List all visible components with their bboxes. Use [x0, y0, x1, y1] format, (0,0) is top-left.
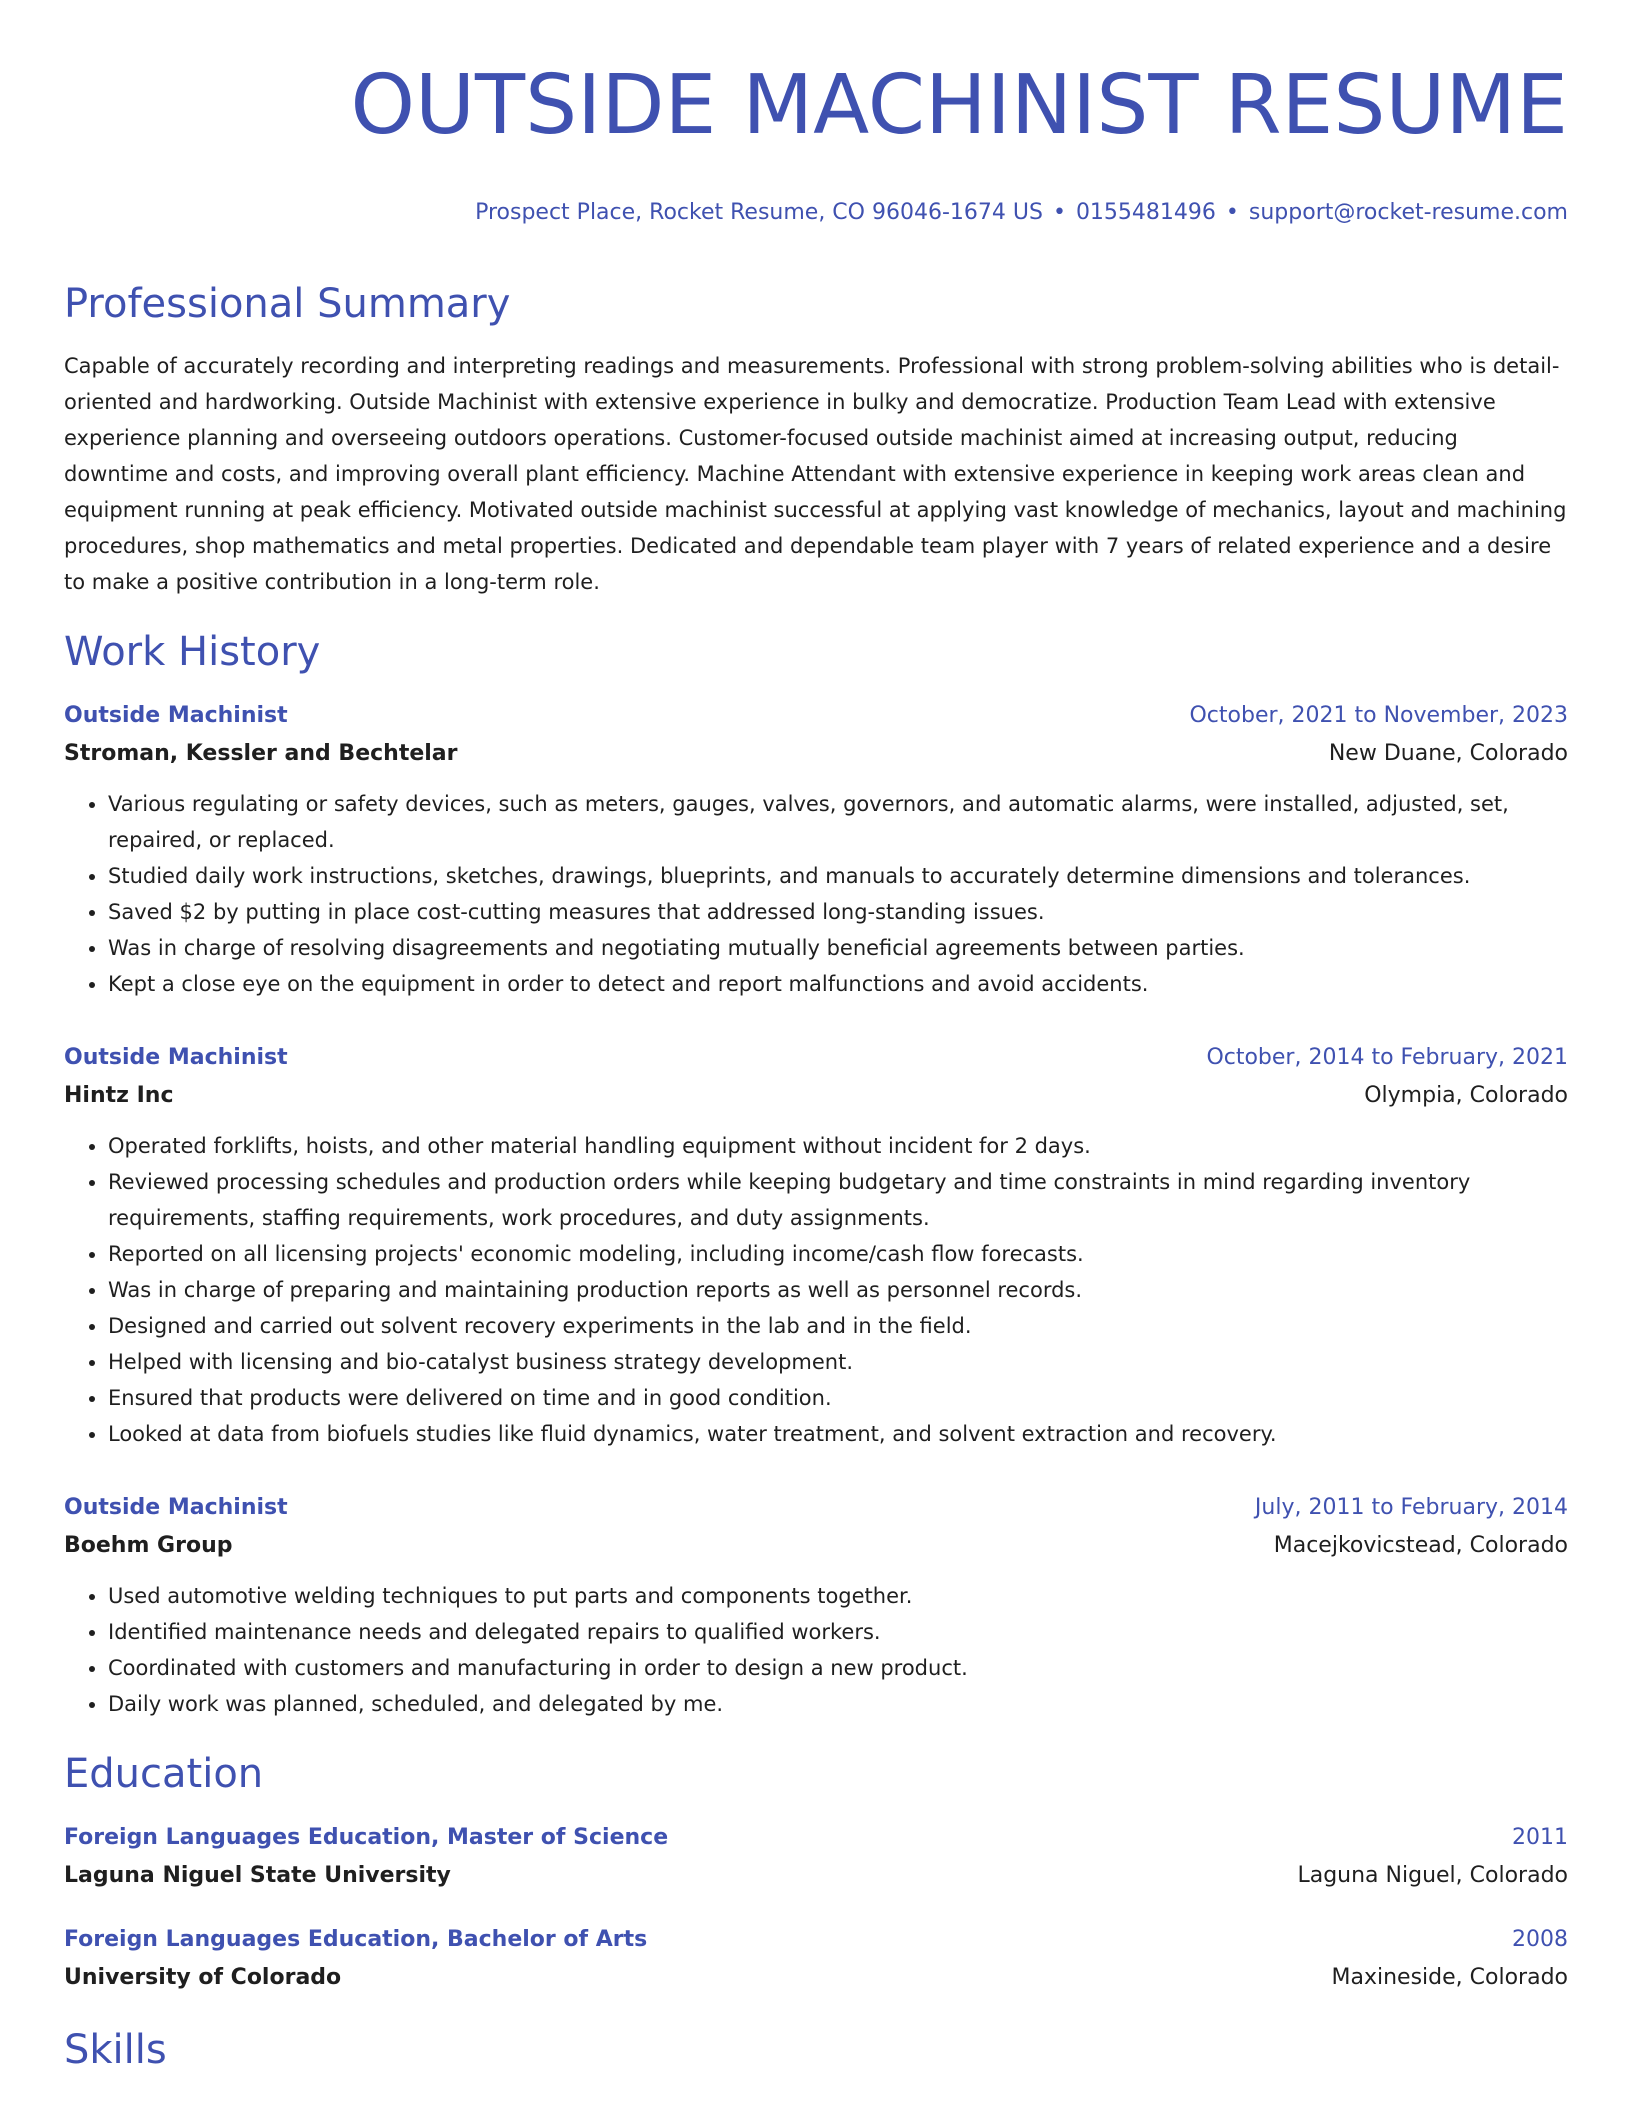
job-header-row — [64, 1042, 1568, 1074]
education-year: 2008 — [1512, 1927, 1568, 1952]
job-bullet: • Was in charge of resolving disagreements and negotiating mutually beneficial agreements between parties. — [108, 930, 1568, 966]
education-year: 2011 — [1512, 1825, 1568, 1850]
resume-title: OUTSIDE MACHINIST RESUME — [350, 58, 1568, 153]
job-bullet: • Used automotive welding techniques to put parts and components together. — [108, 1578, 1568, 1614]
job-dates: July, 2011 to February, 2014 — [1254, 1495, 1568, 1520]
job-entry — [64, 1042, 1568, 1452]
job-employer-row — [64, 1524, 1568, 1562]
job-bullet: • Operated forklifts, hoists, and other material handling equipment without incident for 2 days. — [108, 1128, 1568, 1164]
education-heading: Education — [64, 1751, 264, 1797]
education-location: Laguna Niguel, Colorado — [1297, 1863, 1568, 1888]
job-employer-row — [64, 732, 1568, 770]
job-dates: October, 2021 to November, 2023 — [1189, 703, 1568, 728]
job-role: Outside Machinist — [64, 1045, 288, 1070]
education-degree: Foreign Languages Education, Bachelor of Arts — [64, 1927, 648, 1952]
job-location: Olympia, Colorado — [1364, 1083, 1568, 1108]
job-bullet: • Was in charge of preparing and maintaining production reports as well as personnel records. — [108, 1272, 1568, 1308]
job-role: Outside Machinist — [64, 703, 288, 728]
job-employer: Boehm Group — [64, 1533, 233, 1558]
job-bullet: • Designed and carried out solvent recovery experiments in the lab and in the field. — [108, 1308, 1568, 1344]
work-history-heading: Work History — [64, 629, 321, 675]
education-school: University of Colorado — [64, 1965, 342, 1990]
job-bullet: • Reported on all licensing projects' economic modeling, including income/cash flow forecasts. — [108, 1236, 1568, 1272]
education-location: Maxineside, Colorado — [1331, 1965, 1568, 1990]
job-bullet: • Daily work was planned, scheduled, and delegated by me. — [108, 1686, 1568, 1722]
summary-heading: Professional Summary — [64, 281, 511, 327]
contact-phone: 0155481496 — [1075, 200, 1216, 225]
education-entry — [64, 1822, 1568, 1892]
job-dates: October, 2014 to February, 2021 — [1206, 1045, 1568, 1070]
job-bullet: • Studied daily work instructions, sketches, drawings, blueprints, and manuals to accurately determine dimensions and tolerances. — [108, 858, 1568, 894]
job-entry — [64, 700, 1568, 1002]
job-employer: Hintz Inc — [64, 1083, 174, 1108]
job-entry — [64, 1492, 1568, 1722]
job-header-row — [64, 1492, 1568, 1524]
job-bullet: • Coordinated with customers and manufacturing in order to design a new product. — [108, 1650, 1568, 1686]
job-location: New Duane, Colorado — [1328, 741, 1568, 766]
contact-email[interactable]: support@rocket-resume.com — [1248, 200, 1568, 225]
education-school-row — [64, 1854, 1568, 1892]
job-bullet: • Looked at data from biofuels studies like fluid dynamics, water treatment, and solvent extraction and recovery. — [108, 1416, 1568, 1452]
job-bullets — [64, 1578, 1568, 1722]
job-location: Macejkovicstead, Colorado — [1273, 1533, 1568, 1558]
education-school: Laguna Niguel State University — [64, 1863, 451, 1888]
education-header-row — [64, 1924, 1568, 1956]
job-employer: Stroman, Kessler and Bechtelar — [64, 741, 458, 766]
job-bullet: • Identified maintenance needs and delegated repairs to qualified workers. — [108, 1614, 1568, 1650]
job-bullets — [64, 1128, 1568, 1452]
job-bullet: • Various regulating or safety devices, such as meters, gauges, valves, governors, and automatic alarms, were installed, adjusted, set, repaired, or replaced. — [108, 786, 1568, 858]
education-school-row — [64, 1956, 1568, 1994]
summary-text: Capable of accurately recording and interpreting readings and measurements. Professional with strong problem-solving abilities who is detail-oriented and hardworking. Outside Machinist with extensive experience in bulky and democratize. Production Team Lead with extensive experience planning and overseeing outdoors operations. Customer-focused outside machinist aimed at increasing output, reducing downtime and costs, and improving overall plant efficiency. Machine Attendant with extensive experience in keeping work areas clean and equipment running at peak efficiency. Motivated outside machinist successful at applying vast knowledge of mechanics, layout and machining procedures, shop mathematics and metal properties. Dedicated and dependable team player with 7 years of related experience and a desire to make a positive contribution in a long-term role. — [64, 354, 1567, 594]
job-employer-row — [64, 1074, 1568, 1112]
job-bullet: • Ensured that products were delivered on time and in good condition. — [108, 1380, 1568, 1416]
contact-address: Prospect Place, Rocket Resume, CO 96046-1674 US — [475, 200, 1043, 225]
job-bullets — [64, 786, 1568, 1002]
education-degree: Foreign Languages Education, Master of Science — [64, 1825, 669, 1850]
job-role: Outside Machinist — [64, 1495, 288, 1520]
contact-line — [64, 198, 1568, 228]
job-bullet: • Helped with licensing and bio-catalyst business strategy development. — [108, 1344, 1568, 1380]
job-bullet: • Reviewed processing schedules and production orders while keeping budgetary and time constraints in mind regarding inventory requirements, staffing requirements, work procedures, and duty assignments. — [108, 1164, 1568, 1236]
education-header-row — [64, 1822, 1568, 1854]
job-bullet: • Saved $2 by putting in place cost-cutting measures that addressed long-standing issues. — [108, 894, 1568, 930]
contact-separator: • — [1225, 200, 1239, 225]
job-bullet: • Kept a close eye on the equipment in order to detect and report malfunctions and avoid accidents. — [108, 966, 1568, 1002]
job-header-row — [64, 700, 1568, 732]
skills-heading: Skills — [64, 2027, 167, 2073]
contact-separator: • — [1052, 200, 1066, 225]
education-entry — [64, 1924, 1568, 1994]
